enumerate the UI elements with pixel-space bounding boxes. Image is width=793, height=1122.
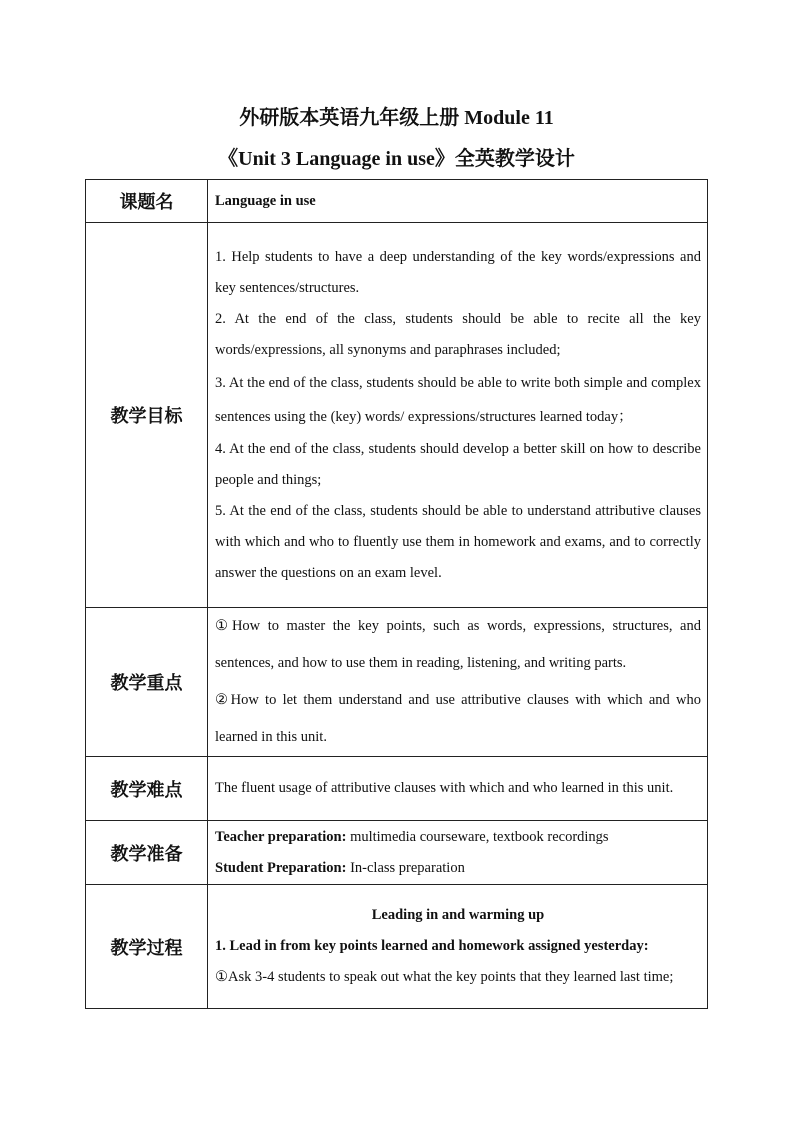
objective-item: 4. At the end of the class, students should develop a better skill on how to describe people and things; [215,440,701,488]
topic-value: Language in use [208,180,708,223]
key-points-label: 教学重点 [86,608,208,757]
key-point-item: ①How to master the key points, such as words, expressions, structures, and sentences, and how to use them in reading, listening, and writing parts. [215,618,701,671]
objective-item: 3. At the end of the class, students should be able to write both simple and complex sentences using the (key) words/ expressions/structures learned today； [215,374,701,425]
student-preparation-value: In-class preparation [346,859,465,876]
table-row-preparation [86,821,708,885]
key-point-item: ②How to let them understand and use attributive clauses with which and who learned in this unit. [215,692,701,745]
key-points-content [208,608,708,757]
objectives-content [208,223,708,608]
document-title: 外研版本英语九年级上册 Module 11 [239,107,554,129]
objective-item: 1. Help students to have a deep understanding of the key words/expressions and key sentences/structures. [215,248,701,296]
preparation-label: 教学准备 [86,821,208,885]
document-subtitle: 《Unit 3 Language in use》全英教学设计 [218,148,575,170]
table-row-difficulties [86,757,708,821]
process-heading: Leading in and warming up [371,907,545,923]
difficulties-value: The fluent usage of attributive clauses with which and who learned in this unit. [208,757,708,821]
objective-item: 2. At the end of the class, students should be able to recite all the key words/expressions, all synonyms and paraphrases included; [215,310,701,358]
table-row-objectives [86,223,708,608]
teacher-preparation-value: multimedia courseware, textbook recordings [346,828,609,845]
table-row-topic [86,180,708,223]
difficulties-label: 教学难点 [86,757,208,821]
teacher-preparation-label: Teacher preparation: [215,828,347,845]
table-row-process [86,885,708,1009]
process-step-1-item: ①Ask 3-4 students to speak out what the key points that they learned last time; [215,969,674,985]
process-content [208,885,708,1009]
topic-label: 课题名 [86,180,208,223]
process-step-1: 1. Lead in from key points learned and homework assigned yesterday: [215,938,649,954]
table-row-key-points [86,608,708,757]
lesson-plan-table [85,179,708,1009]
objective-item: 5. At the end of the class, students should be able to understand attributive clauses with which and who to fluently use them in homework and exams, and to correctly answer the questions on an exam level. [215,502,701,581]
student-preparation-label: Student Preparation: [215,859,347,876]
objectives-label: 教学目标 [86,223,208,608]
process-label: 教学过程 [86,885,208,1009]
preparation-content [208,821,708,885]
